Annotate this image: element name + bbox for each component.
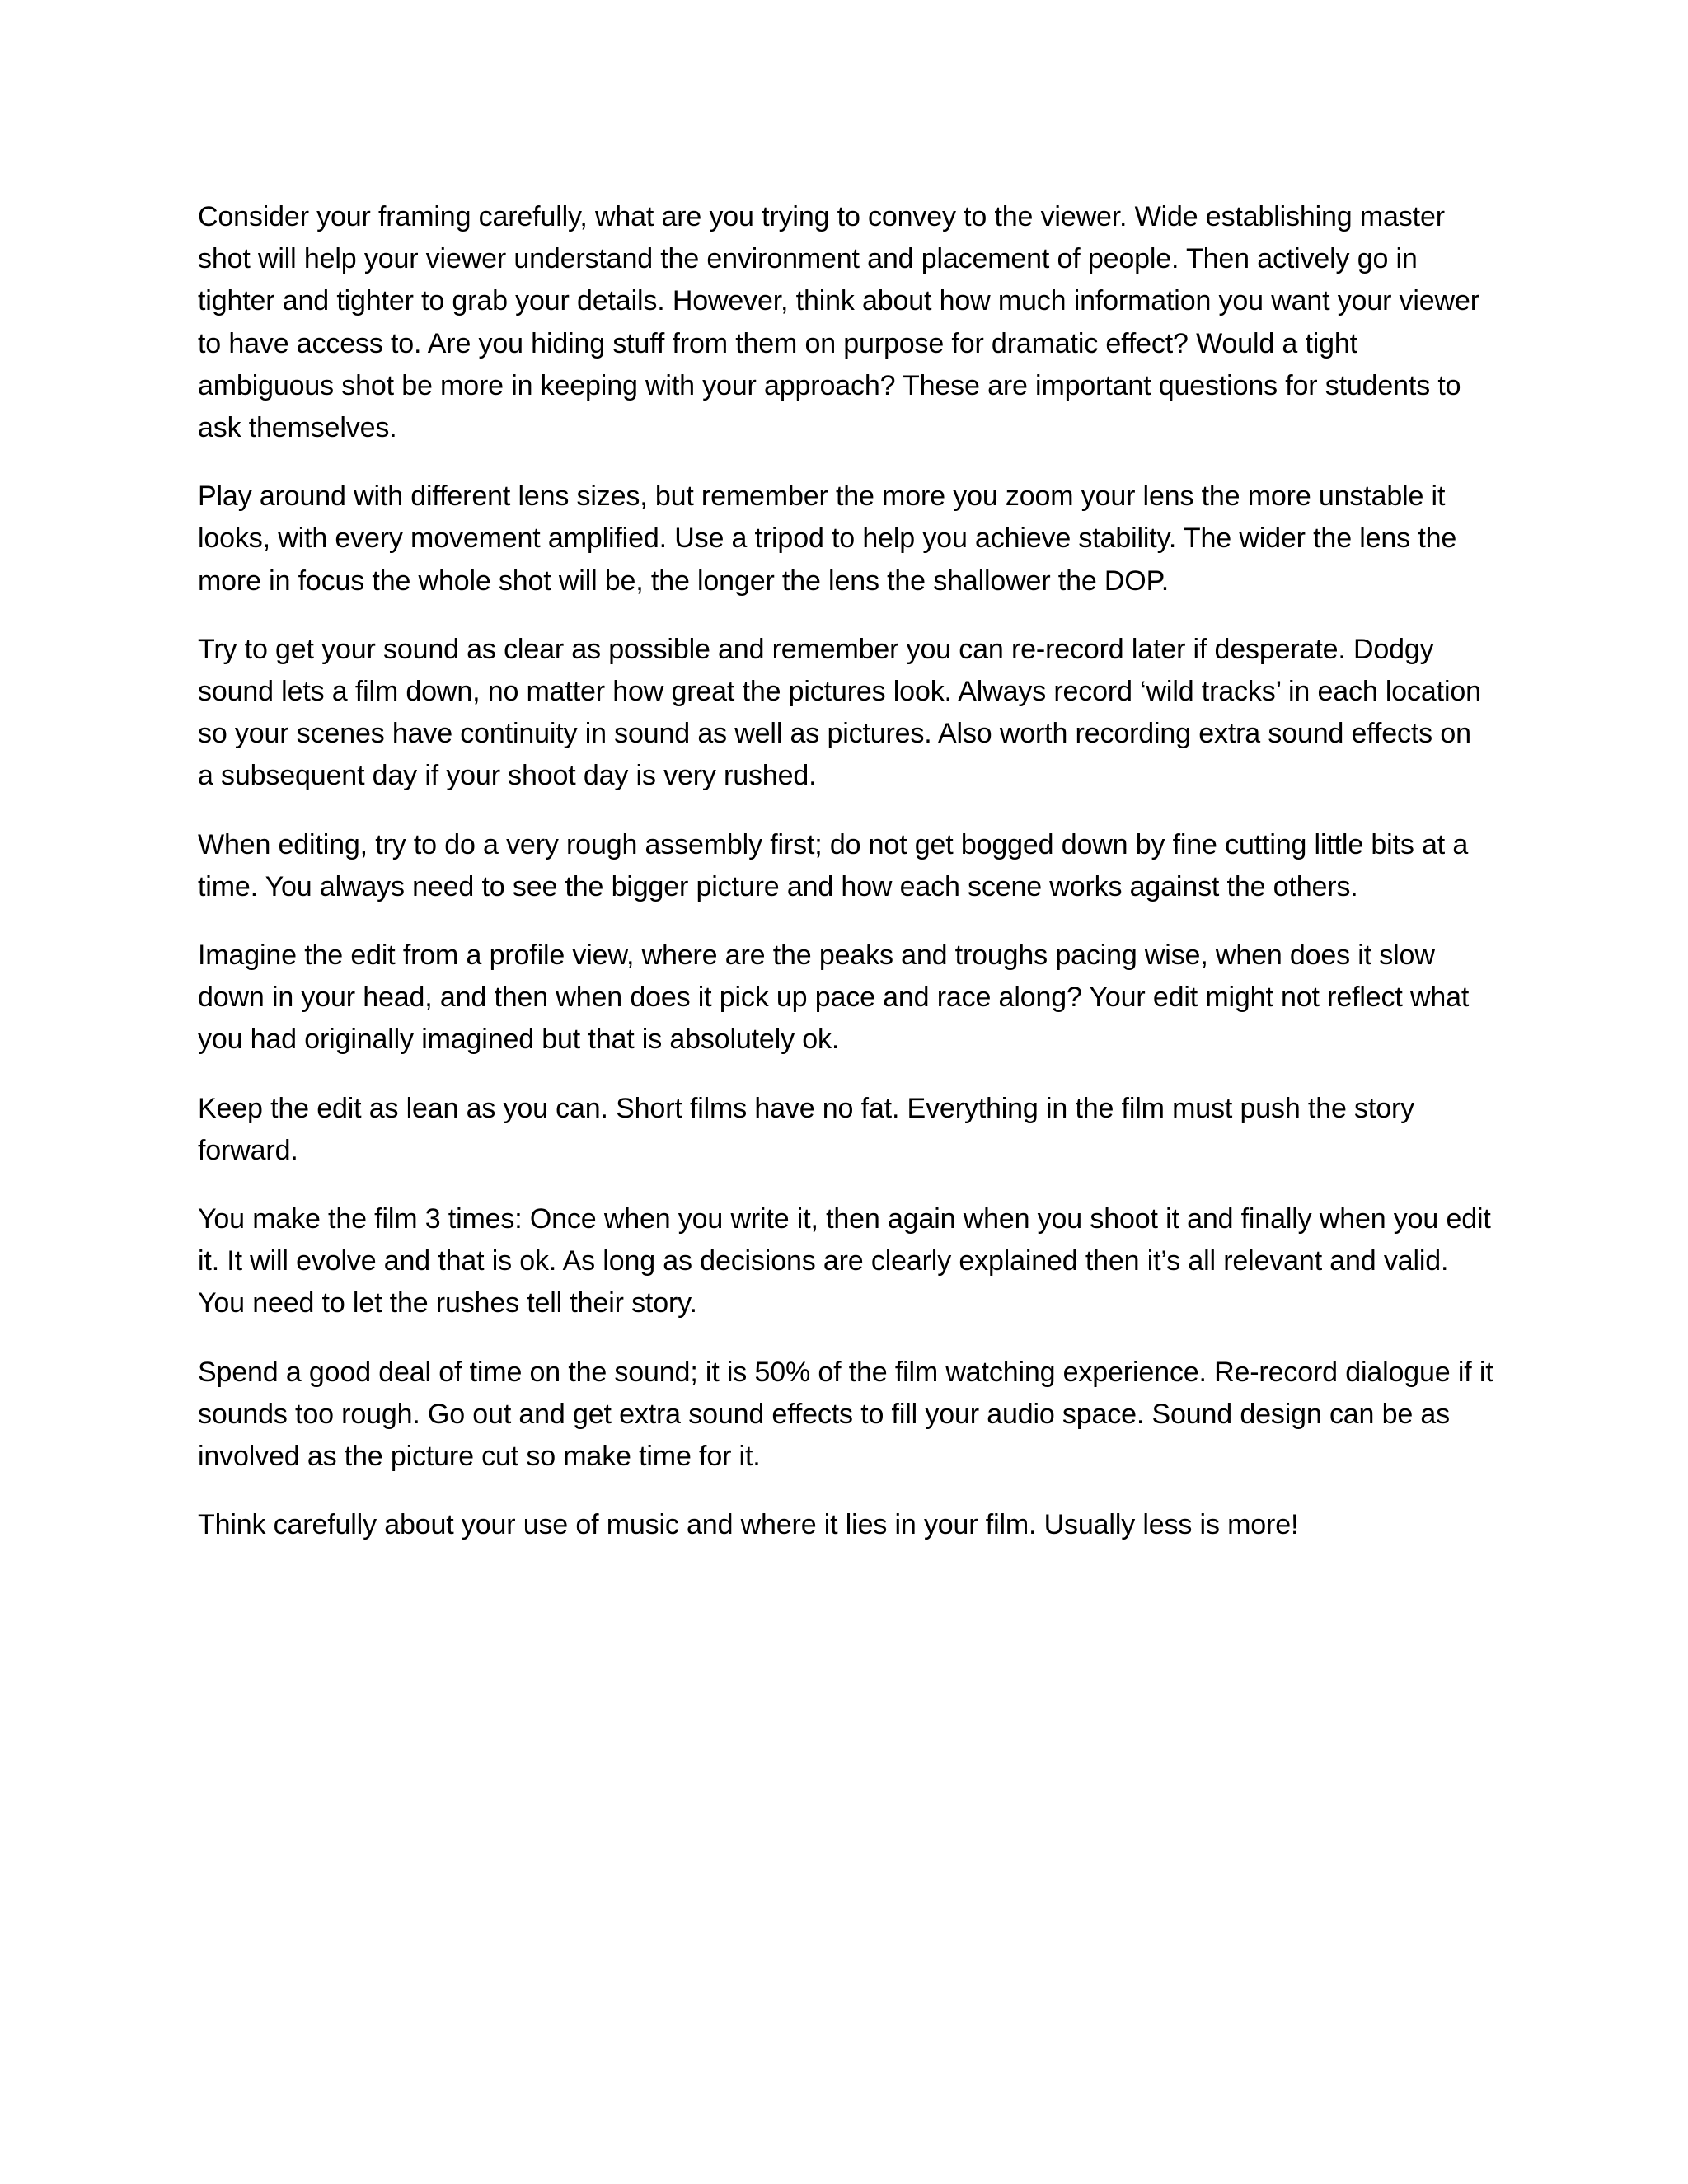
paragraph-sound-design: Spend a good deal of time on the sound; it is 50% of the film watching experience. Re-record dialogue if it sounds too rough. Go out and get extra sound effects to fill your audio space. Sound design can be as involved as the picture cut so make time for it.: [198, 1356, 1493, 1473]
paragraph-music: Think carefully about your use of music and where it lies in your film. Usually less is more!: [198, 1509, 1299, 1541]
paragraph-framing: Consider your framing carefully, what are you trying to convey to the viewer. Wide establishing master shot will help your viewer understand the environment and placement of people. Then actively go in tighter and tighter to grab your details. However, think about how much information you want your viewer to have access to. Are you hiding stuff from them on purpose for dramatic effect? Would a tight ambiguous shot be more in keeping with your approach? These are important questions for students to ask themselves.: [198, 201, 1479, 444]
paragraph-three-times: You make the film 3 times: Once when you write it, then again when you shoot it and finally when you edit it. It will evolve and that is ok. As long as decisions are clearly explained then it’s all relevant and valid. You need to let the rushes tell their story.: [198, 1203, 1491, 1319]
paragraph-lean-edit: Keep the edit as lean as you can. Short films have no fat. Everything in the film must push the story forward.: [198, 1092, 1414, 1166]
paragraph-sound-recording: Try to get your sound as clear as possible and remember you can re-record later if desperate. Dodgy sound lets a film down, no matter how great the pictures look. Always record ‘wild tracks’ in each location so your scenes have continuity in sound as well as pictures. Also worth recording extra sound effects on a subsequent day if your shoot day is very rushed.: [198, 633, 1481, 792]
paragraph-edit-profile: Imagine the edit from a profile view, where are the peaks and troughs pacing wise, when does it slow down in your head, and then when does it pick up pace and race along? Your edit might not reflect what you had originally imagined but that is absolutely ok.: [198, 940, 1470, 1056]
document-body: [198, 196, 1493, 1572]
paragraph-rough-assembly: When editing, try to do a very rough assembly first; do not get bogged down by fine cutting little bits at a time. You always need to see the bigger picture and how each scene works against the others.: [198, 828, 1469, 902]
paragraph-lens-sizes: Play around with different lens sizes, but remember the more you zoom your lens the more unstable it looks, with every movement amplified. Use a tripod to help you achieve stability. The wider the lens the more in focus the whole shot will be, the longer the lens the shallower the DOP.: [198, 480, 1457, 597]
